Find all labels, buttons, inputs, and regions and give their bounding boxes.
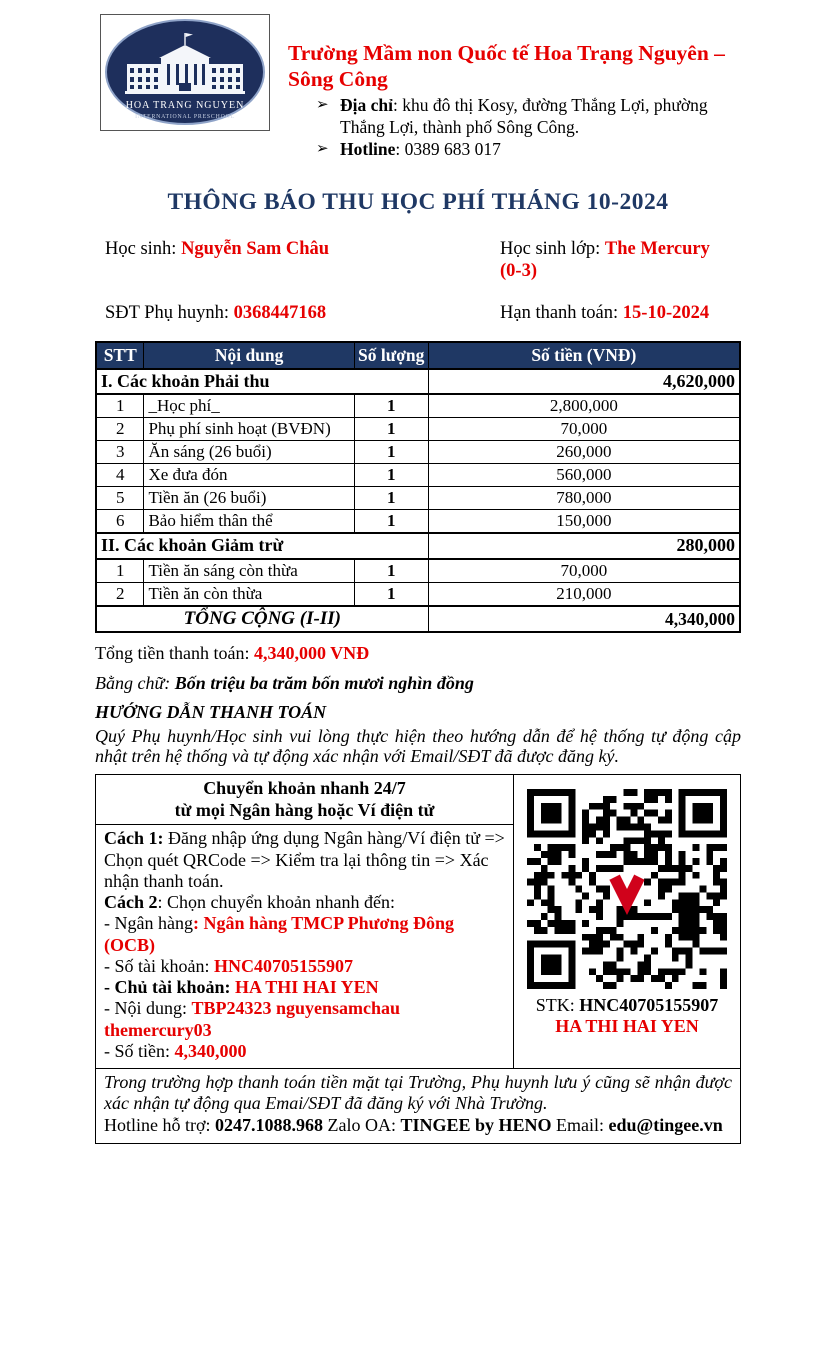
fee-item-row: [96, 559, 740, 583]
fee-item-stt: 1: [96, 559, 144, 583]
school-logo-image: [103, 17, 267, 128]
logo-text-line2: INTERNATIONAL PRESCHOOL: [135, 114, 235, 120]
summary-section: [95, 643, 741, 766]
hotline-value: : 0389 683 017: [395, 139, 501, 160]
arrow-bullet-icon: ➢: [316, 97, 329, 114]
total-payment-line: [95, 643, 741, 665]
fee-item-row: [96, 582, 740, 606]
fee-item-amount: 260,000: [428, 441, 740, 464]
fee-item-qty: 1: [354, 559, 428, 583]
hotline-line: [316, 139, 741, 161]
fee-item-qty: 1: [354, 487, 428, 510]
cash-payment-note: Trong trường hợp thanh toán tiền mặt tại Trường, Phụ huynh lưu ý cũng sẽ nhận được xác nhận tự động qua Emai/SĐT đã đăng ký với Nhà Trường.: [104, 1071, 732, 1114]
total-payment-value: 4,340,000 VNĐ: [253, 643, 370, 664]
fee-item-qty: 1: [354, 582, 428, 606]
address-line: [316, 95, 741, 139]
fee-item-content: Tiền ăn còn thừa: [144, 582, 354, 606]
fee-item-amount: 2,800,000: [428, 394, 740, 418]
fee-item-content: Bảo hiểm thân thể: [144, 510, 354, 534]
qr-panel: [514, 775, 740, 1068]
account-number-line: - Số tài khoản: HNC40705155907: [104, 955, 353, 976]
payment-instructions: [96, 825, 514, 1068]
fee-item-qty: 1: [354, 394, 428, 418]
fee-table-body: [96, 369, 740, 606]
fee-item-stt: 3: [96, 441, 144, 464]
fee-item-row: [96, 487, 740, 510]
amount-in-words-label: Bằng chữ:: [95, 672, 175, 693]
col-header-stt: STT: [96, 342, 144, 369]
amount-in-words-line: [95, 673, 741, 695]
fee-item-content: Tiền ăn sáng còn thừa: [144, 559, 354, 583]
due-label: Hạn thanh toán:: [500, 303, 623, 324]
payment-box-title: [96, 775, 514, 825]
payment-box-title-line2: từ mọi Ngân hàng hoặc Ví điện tử: [174, 799, 435, 820]
document-header: [95, 14, 741, 161]
qr-holder-name: HA THI HAI YEN: [555, 1016, 699, 1037]
fee-item-qty: 1: [354, 441, 428, 464]
fee-item-row: [96, 418, 740, 441]
fee-item-content: Xe đưa đón: [144, 464, 354, 487]
fee-section-title: II. Các khoản Giảm trừ: [96, 533, 428, 558]
stk-label: STK:: [535, 995, 580, 1016]
header-school-info: [288, 14, 741, 161]
total-payment-label: Tổng tiền thanh toán:: [95, 643, 254, 664]
fee-section-row: [96, 369, 740, 394]
payment-method-2: Cách 2: Chọn chuyển khoản nhanh đến:: [104, 892, 395, 913]
fee-table-header-row: [96, 342, 740, 369]
qr-code: [527, 789, 727, 989]
fee-item-row: [96, 441, 740, 464]
fee-item-stt: 2: [96, 418, 144, 441]
grand-total-row: [96, 606, 740, 632]
payment-method-1: Cách 1: Đăng nhập ứng dụng Ngân hàng/Ví điện tử => Chọn quét QRCode => Kiểm tra lại thông tin => Xác nhận thanh toán.: [104, 828, 505, 891]
fee-item-amount: 70,000: [428, 418, 740, 441]
due-value: 15-10-2024: [622, 303, 710, 324]
student-class-line: [500, 238, 720, 282]
parent-phone-line: [95, 302, 500, 324]
fee-item-stt: 1: [96, 394, 144, 418]
fee-item-stt: 2: [96, 582, 144, 606]
fee-item-content: _Học phí_: [144, 394, 354, 418]
qr-account-line: [536, 995, 719, 1016]
qr-code-image: [527, 789, 727, 989]
fee-table: [95, 341, 741, 634]
address-value: : khu đô thị Kosy, đường Thắng Lợi, phường Thắng Lợi, thành phố Sông Công.: [340, 95, 708, 138]
student-name-line: [95, 238, 500, 282]
col-header-amount: Số tiền (VNĐ): [428, 342, 740, 369]
bank-name-line: - Ngân hàng: Ngân hàng TMCP Phương Đông (OCB): [104, 913, 454, 955]
amount-in-words-value: Bốn triệu ba trăm bốn mươi nghìn đồng: [174, 672, 474, 693]
support-contacts-line: Hotline hỗ trợ: 0247.1088.968 Zalo OA: TINGEE by HENO Email: edu@tingee.vn: [104, 1115, 723, 1136]
transfer-content-line: - Nội dung: TBP24323 nguyensamchau themercury03: [104, 998, 401, 1040]
fee-item-content: Phụ phí sinh hoạt (BVĐN): [144, 418, 354, 441]
fee-item-row: [96, 510, 740, 534]
address-label: Địa chỉ: [340, 95, 393, 116]
fee-item-content: Tiền ăn (26 buổi): [144, 487, 354, 510]
grand-total-amount: 4,340,000: [428, 606, 740, 632]
student-name-value: Nguyễn Sam Châu: [181, 239, 330, 260]
stk-value: HNC40705155907: [579, 995, 719, 1016]
student-label: Học sinh:: [105, 239, 182, 260]
phone-label: SĐT Phụ huynh:: [105, 303, 234, 324]
account-holder-line: - Chủ tài khoản: HA THI HAI YEN: [104, 977, 379, 998]
due-date-line: [500, 302, 720, 324]
fee-item-row: [96, 464, 740, 487]
arrow-bullet-icon: ➢: [316, 141, 329, 158]
fee-item-amount: 150,000: [428, 510, 740, 534]
fee-item-amount: 210,000: [428, 582, 740, 606]
payment-box: [95, 774, 741, 1069]
hotline-label: Hotline: [340, 139, 396, 160]
grand-total-label: TỔNG CỘNG (I-II): [96, 606, 428, 632]
page-title: THÔNG BÁO THU HỌC PHÍ THÁNG 10-2024: [167, 189, 669, 216]
fee-item-qty: 1: [354, 418, 428, 441]
class-value: The Mercury (0-3): [500, 239, 710, 282]
hotline-text: [340, 139, 501, 161]
col-header-content: Nội dung: [144, 342, 354, 369]
fee-item-qty: 1: [354, 510, 428, 534]
payment-box-title-line1: Chuyển khoản nhanh 24/7: [203, 778, 406, 799]
logo-text-line1: HOA TRANG NGUYEN: [125, 100, 245, 111]
address-text: [340, 95, 741, 139]
phone-value: 0368447168: [233, 303, 327, 324]
school-logo: [100, 14, 270, 131]
fee-section-total: 4,620,000: [428, 369, 740, 394]
class-label: Học sinh lớp:: [500, 239, 605, 260]
fee-item-amount: 70,000: [428, 559, 740, 583]
student-info: [95, 238, 741, 325]
fee-item-stt: 4: [96, 464, 144, 487]
fee-item-stt: 5: [96, 487, 144, 510]
fee-section-title: I. Các khoản Phải thu: [96, 369, 428, 394]
fee-item-content: Ăn sáng (26 buổi): [144, 441, 354, 464]
col-header-qty: Số lượng: [354, 342, 428, 369]
fee-item-stt: 6: [96, 510, 144, 534]
fee-item-row: [96, 394, 740, 418]
fee-section-total: 280,000: [428, 533, 740, 558]
payment-guide-text: Quý Phụ huynh/Học sinh vui lòng thực hiện theo hướng dẫn để hệ thống tự động cập nhật trên hệ thống và tự động xác nhận với Email/SĐT đã được đăng ký.: [95, 725, 741, 767]
footer-box: [95, 1069, 741, 1144]
transfer-amount-line: - Số tiền: 4,340,000: [104, 1040, 247, 1061]
fee-item-amount: 560,000: [428, 464, 740, 487]
fee-item-amount: 780,000: [428, 487, 740, 510]
school-contact-list: [288, 95, 741, 161]
payment-guide-title: HƯỚNG DẪN THANH TOÁN: [95, 702, 327, 723]
fee-item-qty: 1: [354, 464, 428, 487]
school-name: Trường Mầm non Quốc tế Hoa Trạng Nguyên – Sông Công: [288, 41, 725, 92]
fee-section-row: [96, 533, 740, 558]
